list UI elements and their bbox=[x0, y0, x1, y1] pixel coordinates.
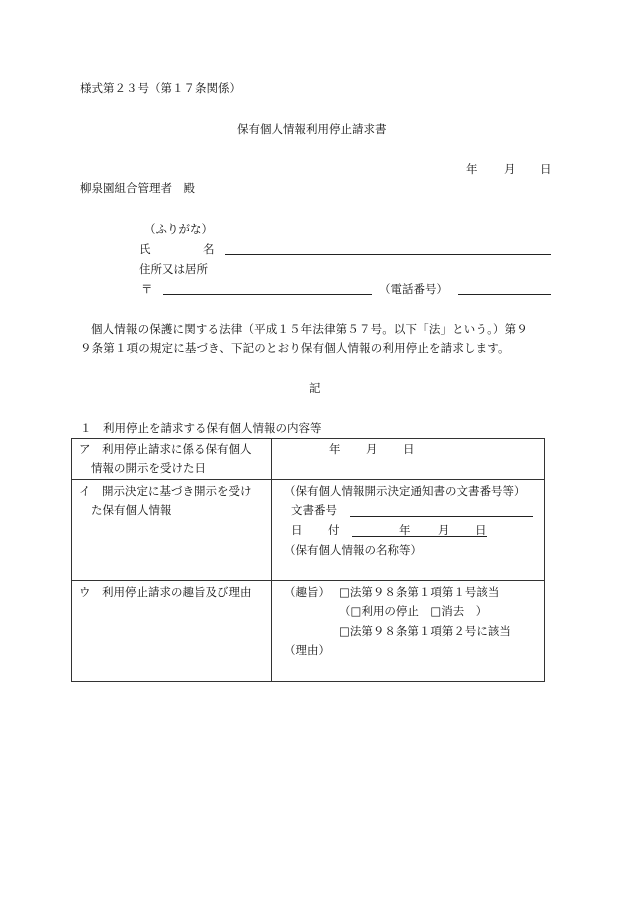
info-name-heading: （保有個人情報の名称等） bbox=[284, 543, 422, 557]
doc-no-heading: （保有個人情報開示決定通知書の文書番号等） bbox=[284, 484, 526, 498]
body-text-line-2: ９条第１項の規定に基づき、下記のとおり保有個人情報の利用停止を請求します。 bbox=[80, 341, 510, 355]
row-i-date-label-1: 日 bbox=[291, 523, 303, 537]
page-title: 保有個人情報利用停止請求書 bbox=[237, 122, 387, 136]
row-a-label-line-2: 情報の開示を受けた日 bbox=[91, 461, 206, 475]
name-field-line[interactable] bbox=[225, 254, 551, 255]
reason-label: （理由） bbox=[284, 643, 330, 657]
table-row-i bbox=[72, 480, 545, 581]
date-month-label: 月 bbox=[504, 162, 516, 176]
row-i-date-field-line[interactable] bbox=[352, 536, 487, 537]
row-a-label bbox=[72, 439, 271, 479]
phone-field-line[interactable] bbox=[458, 294, 551, 295]
doc-no-label: 文書番号 bbox=[291, 503, 337, 517]
row-u-label-line: ウ 利用停止請求の趣旨及び理由 bbox=[79, 585, 252, 599]
date-year-label: 年 bbox=[466, 162, 478, 176]
row-u-content[interactable] bbox=[272, 581, 544, 681]
name-label-1: 氏 bbox=[139, 242, 151, 256]
addressee: 柳泉園組合管理者 殿 bbox=[80, 181, 195, 195]
postal-mark: 〒 bbox=[141, 282, 153, 296]
row-i-label-line-2: た保有個人情報 bbox=[91, 503, 172, 517]
address-label: 住所又は居所 bbox=[139, 262, 208, 276]
ki-heading: 記 bbox=[309, 381, 321, 395]
intent-label: （趣旨） bbox=[284, 585, 330, 599]
row-i-label bbox=[72, 480, 271, 580]
address-field-line[interactable] bbox=[163, 294, 372, 295]
row-i-label-line-1: イ 開示決定に基づき開示を受け bbox=[79, 484, 252, 498]
row-a-date-field[interactable] bbox=[272, 439, 544, 479]
section1-heading: １ 利用停止を請求する保有個人情報の内容等 bbox=[80, 421, 322, 435]
row-a-day: 日 bbox=[403, 442, 415, 456]
table-row-a bbox=[72, 439, 545, 480]
doc-no-field-line[interactable] bbox=[350, 516, 533, 517]
row-a-label-line-1: ア 利用停止請求に係る保有個人 bbox=[79, 442, 252, 456]
row-i-day: 日 bbox=[475, 523, 487, 537]
name-label-2: 名 bbox=[203, 242, 215, 256]
request-table bbox=[71, 438, 545, 682]
row-i-date-label-2: 付 bbox=[328, 523, 340, 537]
row-i-month: 月 bbox=[438, 523, 450, 537]
furigana-label: （ふりがな） bbox=[144, 222, 213, 236]
form-number: 様式第２３号（第１７条関係） bbox=[80, 81, 241, 95]
row-a-month: 月 bbox=[366, 442, 378, 456]
row-u-label bbox=[72, 581, 271, 681]
option2-checkbox-label[interactable]: □法第９８条第１項第２号に該当 bbox=[339, 624, 511, 638]
row-a-year: 年 bbox=[329, 442, 341, 456]
row-i-content[interactable] bbox=[272, 480, 544, 580]
option1-checkbox-label[interactable]: □法第９８条第１項第１号該当 bbox=[339, 585, 500, 599]
table-row-u bbox=[72, 581, 545, 682]
option1-sub-checkboxes[interactable]: （□利用の停止 □消去 ） bbox=[339, 604, 488, 618]
phone-label: （電話番号） bbox=[379, 282, 448, 296]
body-text-line-1: 個人情報の保護に関する法律（平成１５年法律第５７号。以下「法」という。）第９ bbox=[91, 322, 528, 336]
date-day-label: 日 bbox=[540, 162, 552, 176]
row-i-year: 年 bbox=[399, 523, 411, 537]
